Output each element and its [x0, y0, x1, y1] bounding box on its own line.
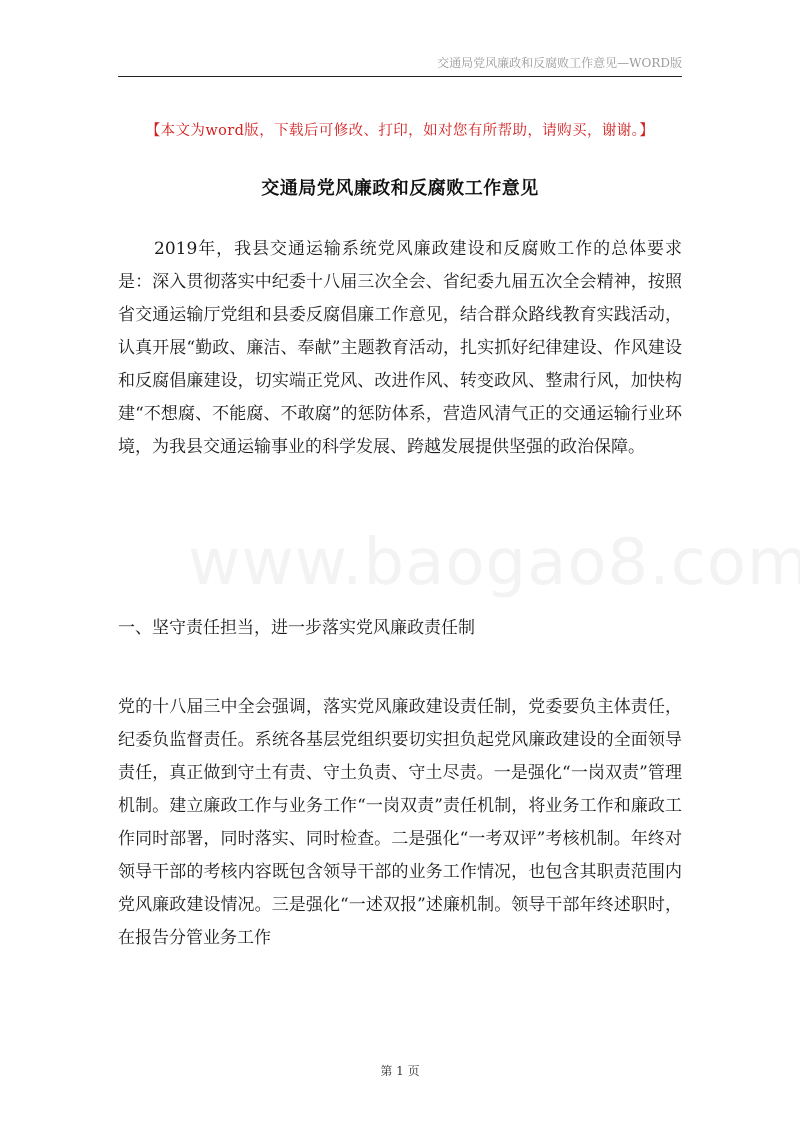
intro-paragraph: 2019年，我县交通运输系统党风廉政建设和反腐败工作的总体要求是：深入贯彻落实中纪委十八届三次全会、省纪委九届五次全会精神，按照省交通运输厅党组和县委反腐倡廉工作意见，结合群众路线教育实践活动，认真开展“勤政、廉洁、奉献”主题教育活动，扎实抓好纪律建设、作风建设和反腐倡廉建设，切实端正党风、改进作风、转变政风、整肃行风，加快构建“不想腐、不能腐、不敢腐”的惩防体系，营造风清气正的交通运输行业环境，为我县交通运输事业的科学发展、跨越发展提供坚强的政治保障。 — [118, 239, 682, 457]
watermark — [188, 526, 800, 600]
section-heading: 一、坚守责任担当，进一步落实党风廉政责任制 — [118, 618, 475, 638]
section-body-paragraph: 党的十八届三中全会强调，落实党风廉政建设责任制，党委要负主体责任，纪委负监督责任。系统各基层党组织要切实担负起党风廉政建设的全面领导责任，真正做到守土有责、守土负责、守土尽责。一是强化“一岗双责”管理机制。建立廉政工作与业务工作“一岗双责”责任机制，将业务工作和廉政工作同时部署，同时落实、同时检查。二是强化“一考双评”考核机制。年终对领导干部的考核内容既包含领导干部的业务工作情况，也包含其职责范围内党风廉政建设情况。三是强化“一述双报”述廉机制。领导干部年终述职时，在报告分管业务工作 — [118, 697, 682, 948]
running-title: 交通局党风廉政和反腐败工作意见—WORD版 — [437, 56, 682, 70]
page-header — [118, 52, 682, 77]
download-notice: 【本文为word版，下载后可修改、打印，如对您有所帮助，请购买，谢谢。】 — [145, 123, 655, 139]
document-title: 交通局党风廉政和反腐败工作意见 — [261, 178, 539, 199]
page-number: 第 1 页 — [380, 1064, 420, 1078]
